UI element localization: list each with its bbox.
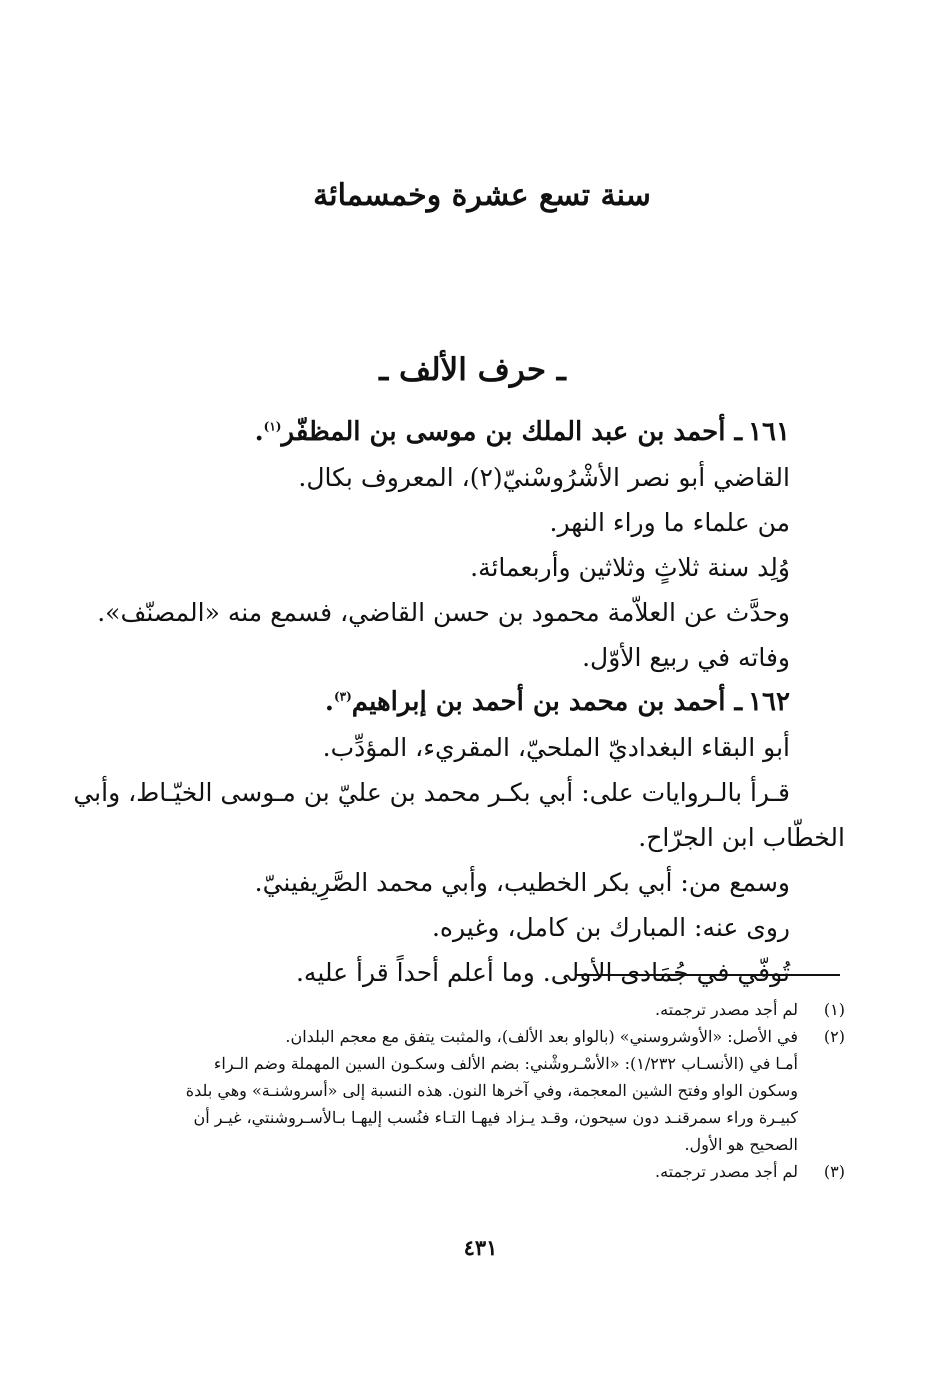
footnote-line: أمـا في (الأنسـاب ١/٢٣٢): «الأسْـروشْني: بضم الألف وسكـون السين المهملة وضم الـراء — [213, 1054, 798, 1073]
footnote-line: لم أجد مصدر ترجمته. — [655, 1000, 798, 1019]
footnote-text — [118, 1023, 798, 1158]
entry-line: الخطّاب ابن الجرّاح. — [638, 823, 845, 852]
entry-title-end: . — [254, 417, 264, 447]
footnote-separator — [575, 974, 840, 976]
footnote-marker: (٣) — [333, 689, 352, 704]
entry-name: ـ أحمد بن محمد بن أحمد بن إبراهيم — [351, 687, 743, 717]
footnote-line: كبيـرة وراء سمرقنـد دون سيحون، وقـد يـزاد فيهـا التـاء فنُسب إليهـا بـالأسـروشنتي، غيـر أن — [193, 1108, 798, 1127]
entry-line: تُوفّي في جُمَادى الأولى. وما أعلم أحداً قرأ عليه. — [295, 958, 790, 987]
entry-line: أبو البقاء البغداديّ الملحيّ، المقريء، المؤدِّب. — [322, 733, 790, 762]
footnotes — [118, 996, 845, 1185]
section-heading: ـ حرف الألف ـ — [379, 352, 566, 388]
footnote — [118, 1158, 845, 1185]
footnote — [118, 996, 845, 1023]
footnote-number: (٣) — [823, 1162, 845, 1181]
entry-line: وحدَّث عن العلاّمة محمود بن حسن القاضي، فسمع منه «المصنّف». — [97, 598, 790, 627]
entry-title — [128, 410, 790, 455]
footnote-line: الصحيح هو الأول. — [684, 1135, 798, 1154]
entry-title-end: . — [324, 687, 334, 717]
entry-number: ١٦٢ — [748, 687, 790, 717]
year-heading: سنة تسع عشرة وخمسمائة — [313, 178, 651, 213]
entry-name: ـ أحمد بن عبد الملك بن موسى بن المظفّر — [281, 417, 743, 447]
entry-line: من علماء ما وراء النهر. — [549, 508, 790, 537]
footnote-number: (٢) — [823, 1027, 845, 1046]
entry-line: وفاته في ربيع الأوّل. — [582, 643, 790, 672]
footnote-number: (١) — [823, 1000, 845, 1019]
footnote-marker: (١) — [263, 419, 282, 434]
footnote-text — [118, 1158, 798, 1185]
entry-line: وسمع من: أبي بكر الخطيب، وأبي محمد الصَّرِيفينيّ. — [254, 868, 790, 897]
footnote — [118, 1023, 845, 1158]
entry-line: روى عنه: المبارك بن كامل، وغيره. — [431, 913, 790, 942]
footnote-line: لم أجد مصدر ترجمته. — [655, 1162, 798, 1181]
entry-line: وُلِد سنة ثلاثٍ وثلاثين وأربعمائة. — [470, 553, 790, 582]
entry-line: قـرأ بالـروايات على: أبي بكـر محمد بن عليّ بن مـوسى الخيّـاط، وأبي — [73, 778, 790, 807]
entry-line: القاضي أبو نصر الأشْرُوسْنيّ(٢)، المعروف بكال. — [298, 463, 790, 492]
entry-title — [128, 680, 790, 725]
footnote-line: وسكون الواو وفتح الشين المعجمة، وفي آخرها النون. هذه النسبة إلى «أسروشنـة» وهي بلدة — [185, 1081, 798, 1100]
entry-number: ١٦١ — [748, 417, 790, 447]
footnote-text — [118, 996, 798, 1023]
footnote-line: في الأصل: «الأوشروسني» (بالواو بعد الألف)، والمثبت يتفق مع معجم البلدان. — [285, 1027, 798, 1046]
page-number: ٤٣١ — [463, 1235, 498, 1260]
biography-entries — [73, 410, 845, 995]
